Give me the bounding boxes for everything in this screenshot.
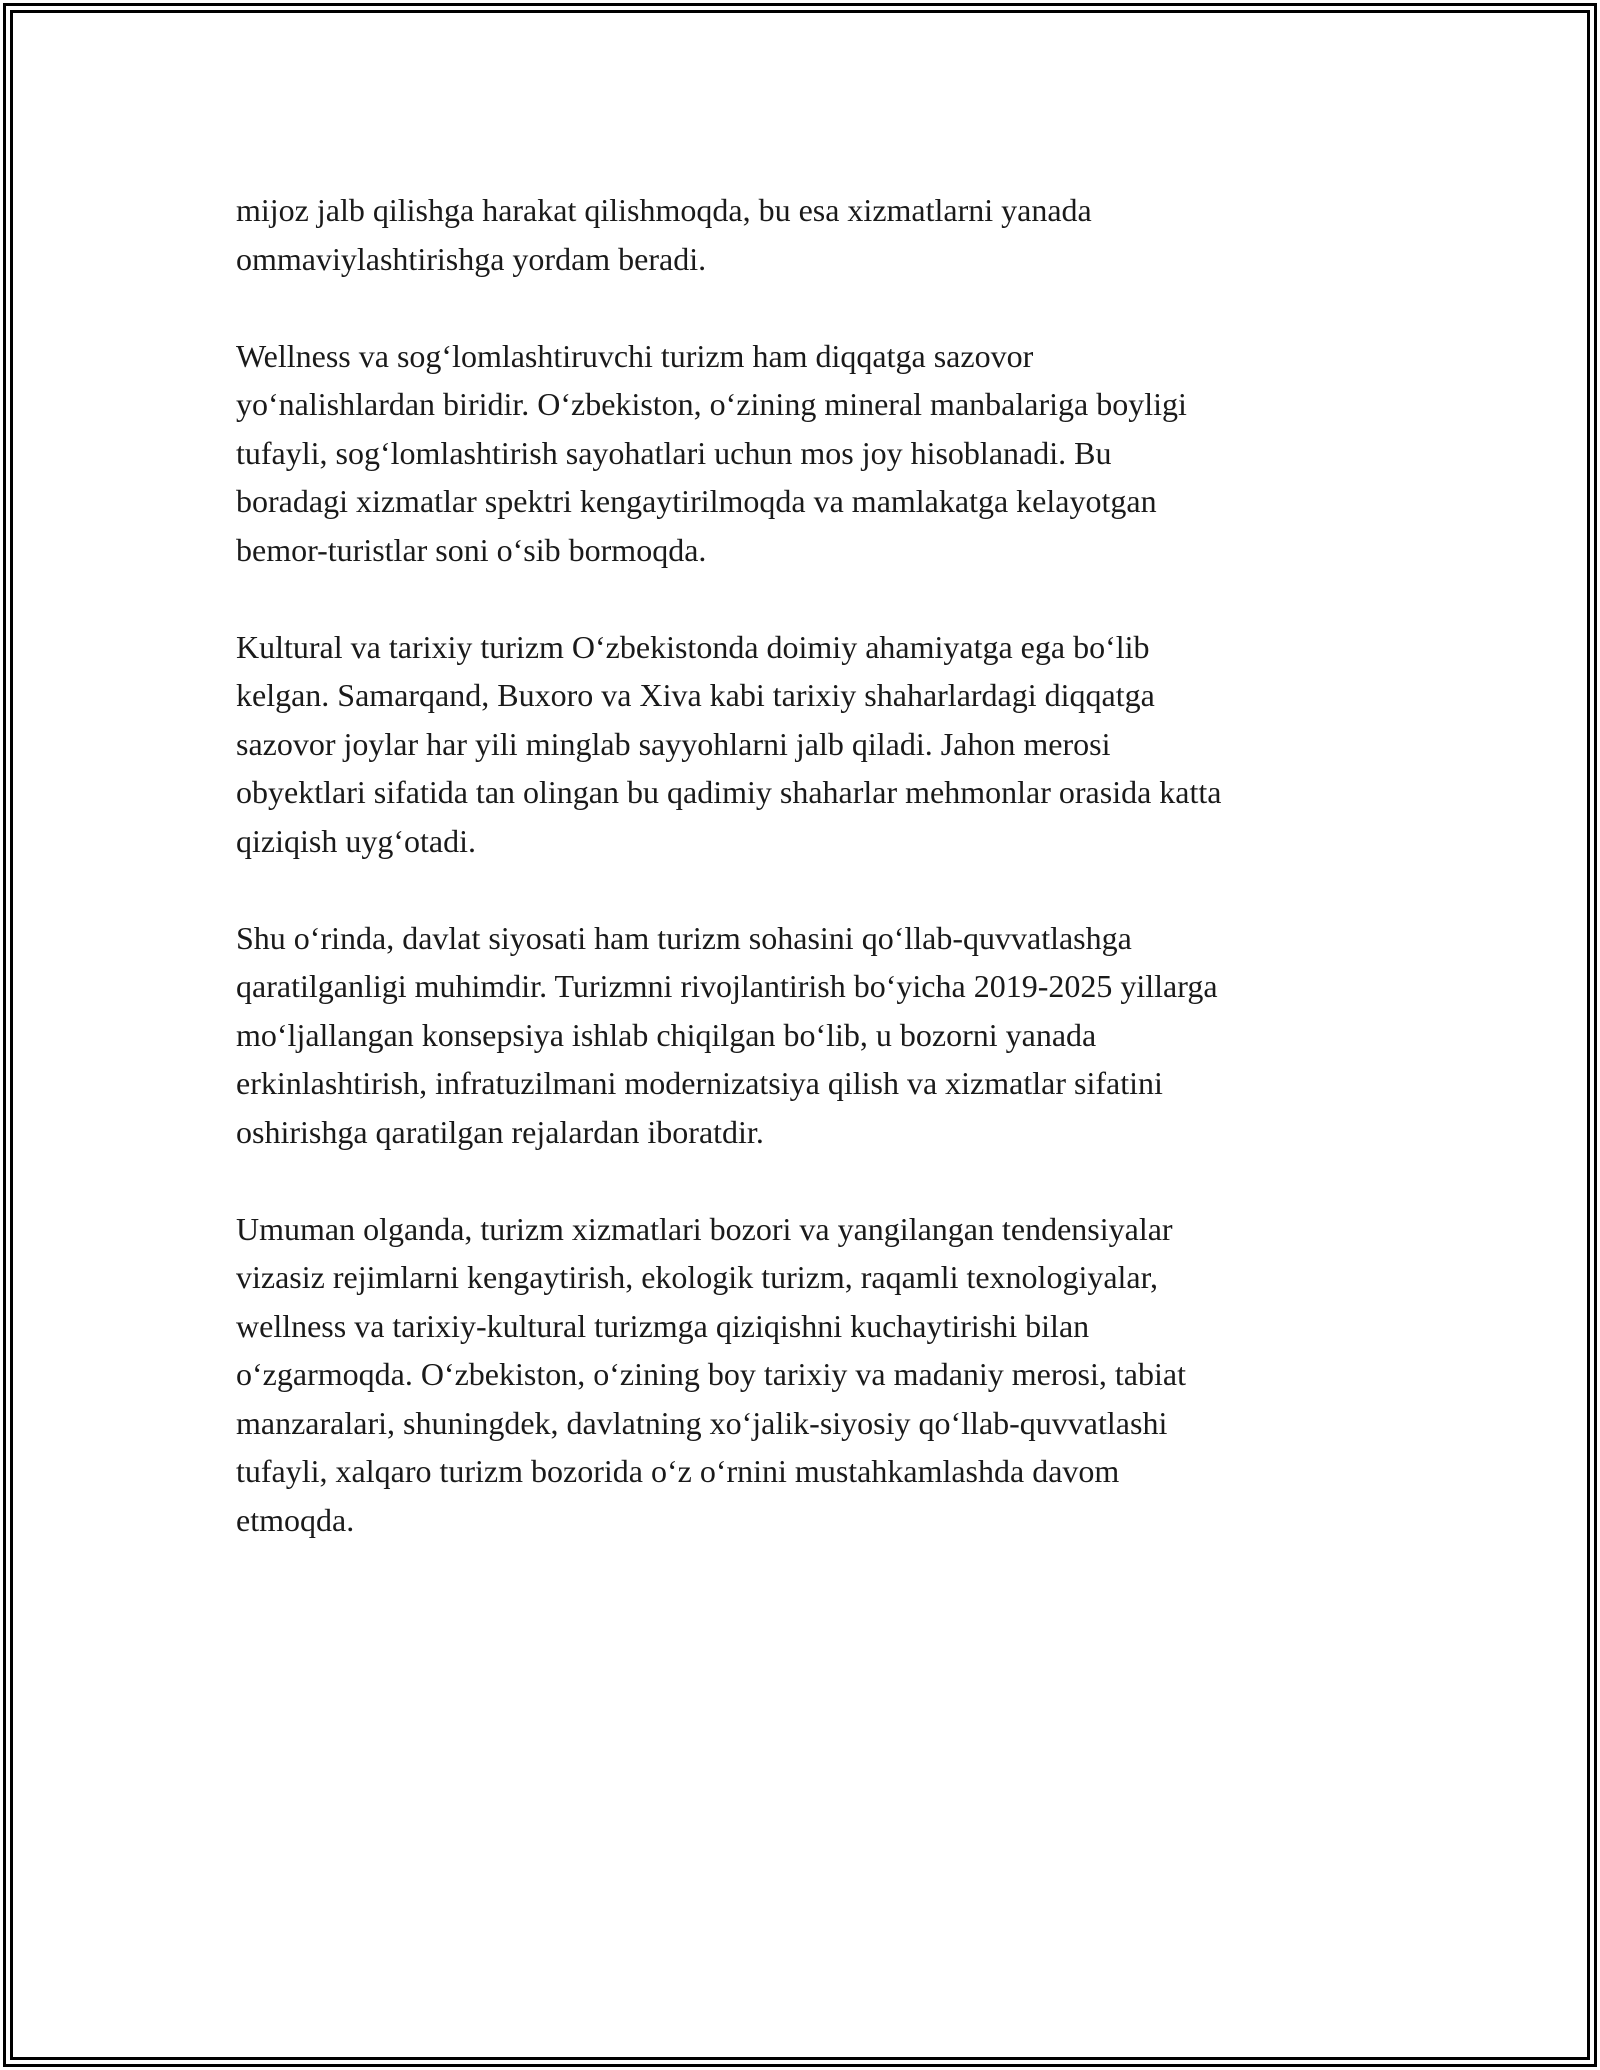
text-line: oshirishga qaratilgan rejalardan iboratdir.	[236, 1113, 764, 1150]
text-line: ommaviylashtirishga yordam beradi.	[236, 240, 707, 277]
paragraph	[236, 623, 1386, 866]
text-line: sazovor joylar har yili minglab sayyohlarni jalb qiladi. Jahon merosi	[236, 725, 1111, 762]
text-line: kelgan. Samarqand, Buxoro va Xiva kabi tarixiy shaharlardagi diqqatga	[236, 677, 1155, 713]
text-line: Umuman olganda, turizm xizmatlari bozori va yangilangan tendensiyalar	[236, 1210, 1173, 1247]
text-line: etmoqda.	[236, 1501, 355, 1538]
text-line: obyektlari sifatida tan olingan bu qadimiy shaharlar mehmonlar orasida katta	[236, 774, 1222, 810]
document-body	[236, 186, 1386, 1544]
text-line: tufayli, sog‘lomlashtirish sayohatlari uchun mos joy hisoblanadi. Bu	[236, 434, 1112, 471]
text-line: Kultural va tarixiy turizm O‘zbekistonda doimiy ahamiyatga ega bo‘lib	[236, 628, 1150, 665]
text-line: mijoz jalb qilishga harakat qilishmoqda, bu esa xizmatlarni yanada	[236, 192, 1092, 228]
text-line: vizasiz rejimlarni kengaytirish, ekologik turizm, raqamli texnologiyalar,	[236, 1259, 1158, 1295]
text-line: mo‘ljallangan konsepsiya ishlab chiqilgan bo‘lib, u bozorni yanada	[236, 1016, 1097, 1053]
text-line: boradagi xizmatlar spektri kengaytirilmoqda va mamlakatga kelayotgan	[236, 483, 1157, 519]
text-line: erkinlashtirish, infratuzilmani modernizatsiya qilish va xizmatlar sifatini	[236, 1065, 1163, 1101]
text-line: Wellness va sog‘lomlashtiruvchi turizm ham diqqatga sazovor	[236, 337, 1034, 374]
text-line: Shu o‘rinda, davlat siyosati ham turizm sohasini qo‘llab-quvvatlashga	[236, 919, 1132, 956]
text-line: bemor-turistlar soni o‘sib bormoqda.	[236, 531, 707, 568]
paragraph	[236, 186, 1386, 283]
text-line: qaratilganligi muhimdir. Turizmni rivojlantirish bo‘yicha 2019-2025 yillarga	[236, 968, 1218, 1004]
text-line: tufayli, xalqaro turizm bozorida o‘z o‘rnini mustahkamlashda davom	[236, 1453, 1120, 1489]
paragraph	[236, 1205, 1386, 1545]
text-line: manzaralari, shuningdek, davlatning xo‘jalik-siyosiy qo‘llab-quvvatlashi	[236, 1404, 1168, 1441]
text-line: qiziqish uyg‘otadi.	[236, 822, 476, 859]
text-line: wellness va tarixiy-kultural turizmga qiziqishni kuchaytirishi bilan	[236, 1307, 1090, 1344]
text-line: yo‘nalishlardan biridir. O‘zbekiston, o‘zining mineral manbalariga boyligi	[236, 386, 1187, 422]
paragraph	[236, 914, 1386, 1157]
paragraph	[236, 332, 1386, 575]
text-line: o‘zgarmoqda. O‘zbekiston, o‘zining boy tarixiy va madaniy merosi, tabiat	[236, 1356, 1186, 1392]
